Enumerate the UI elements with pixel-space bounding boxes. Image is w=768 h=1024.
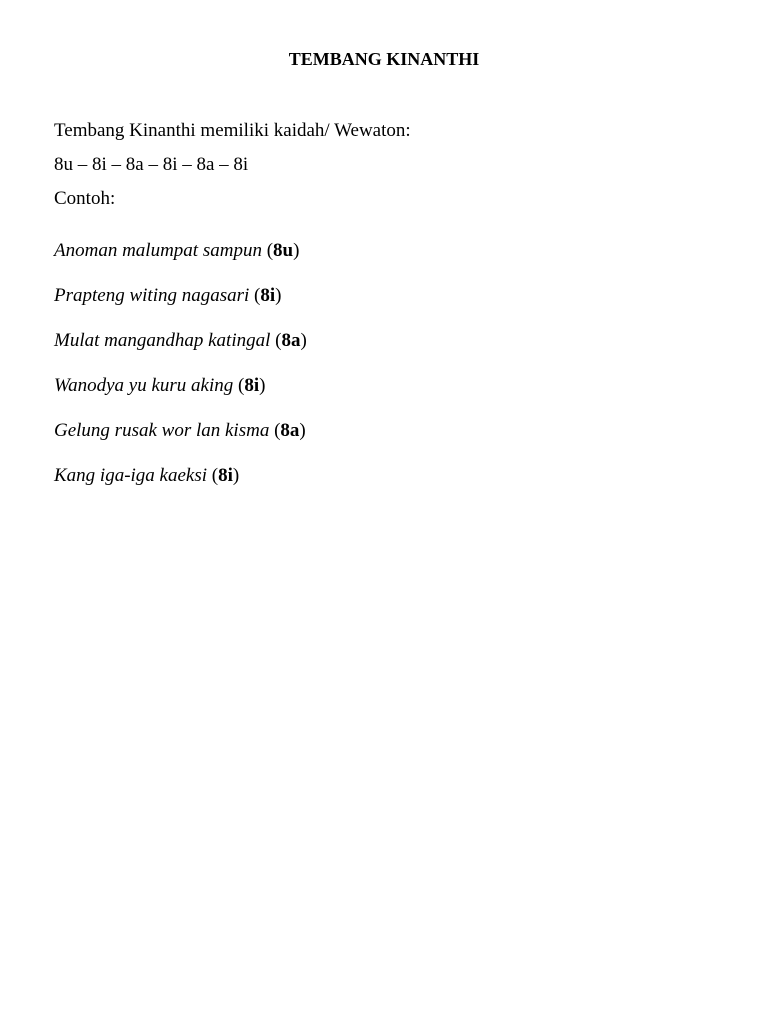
verse-line bbox=[54, 234, 307, 279]
verse-code-wrapper: (8a) bbox=[274, 420, 306, 441]
verse-code: 8i bbox=[218, 465, 233, 486]
verse-code-wrapper: (8u) bbox=[266, 240, 300, 261]
verse-code-wrapper: (8i) bbox=[211, 465, 240, 486]
verse-line bbox=[54, 459, 307, 504]
verse-code: 8u bbox=[273, 240, 294, 261]
verse-text: Mulat mangandhap katingal bbox=[54, 330, 271, 351]
verse-code: 8i bbox=[260, 285, 276, 306]
page-title: TEMBANG KINANTHI bbox=[288, 49, 480, 69]
verse-line bbox=[54, 324, 307, 369]
verse-text: Gelung rusak wor lan kisma bbox=[54, 420, 270, 441]
verse-line bbox=[54, 279, 307, 324]
verse-list bbox=[54, 234, 307, 504]
rule-pattern: 8u – 8i – 8a – 8i – 8a – 8i bbox=[54, 154, 249, 175]
verse-code: 8a bbox=[280, 420, 300, 441]
intro-block bbox=[54, 114, 411, 216]
rule-description: Tembang Kinanthi memiliki kaidah/ Wewaton: bbox=[54, 120, 411, 141]
verse-code: 8a bbox=[281, 330, 301, 351]
verse-line bbox=[54, 369, 307, 414]
verse-code: 8i bbox=[244, 375, 260, 396]
verse-text: Anoman malumpat sampun bbox=[54, 240, 262, 261]
verse-code-wrapper: (8i) bbox=[254, 285, 282, 306]
verse-code-wrapper: (8a) bbox=[275, 330, 307, 351]
example-label: Contoh: bbox=[54, 188, 116, 209]
verse-text: Wanodya yu kuru aking bbox=[54, 375, 234, 396]
verse-code-wrapper: (8i) bbox=[238, 375, 266, 396]
verse-text: Prapteng witing nagasari bbox=[54, 285, 250, 306]
verse-line bbox=[54, 414, 307, 459]
verse-text: Kang iga-iga kaeksi bbox=[54, 465, 208, 486]
